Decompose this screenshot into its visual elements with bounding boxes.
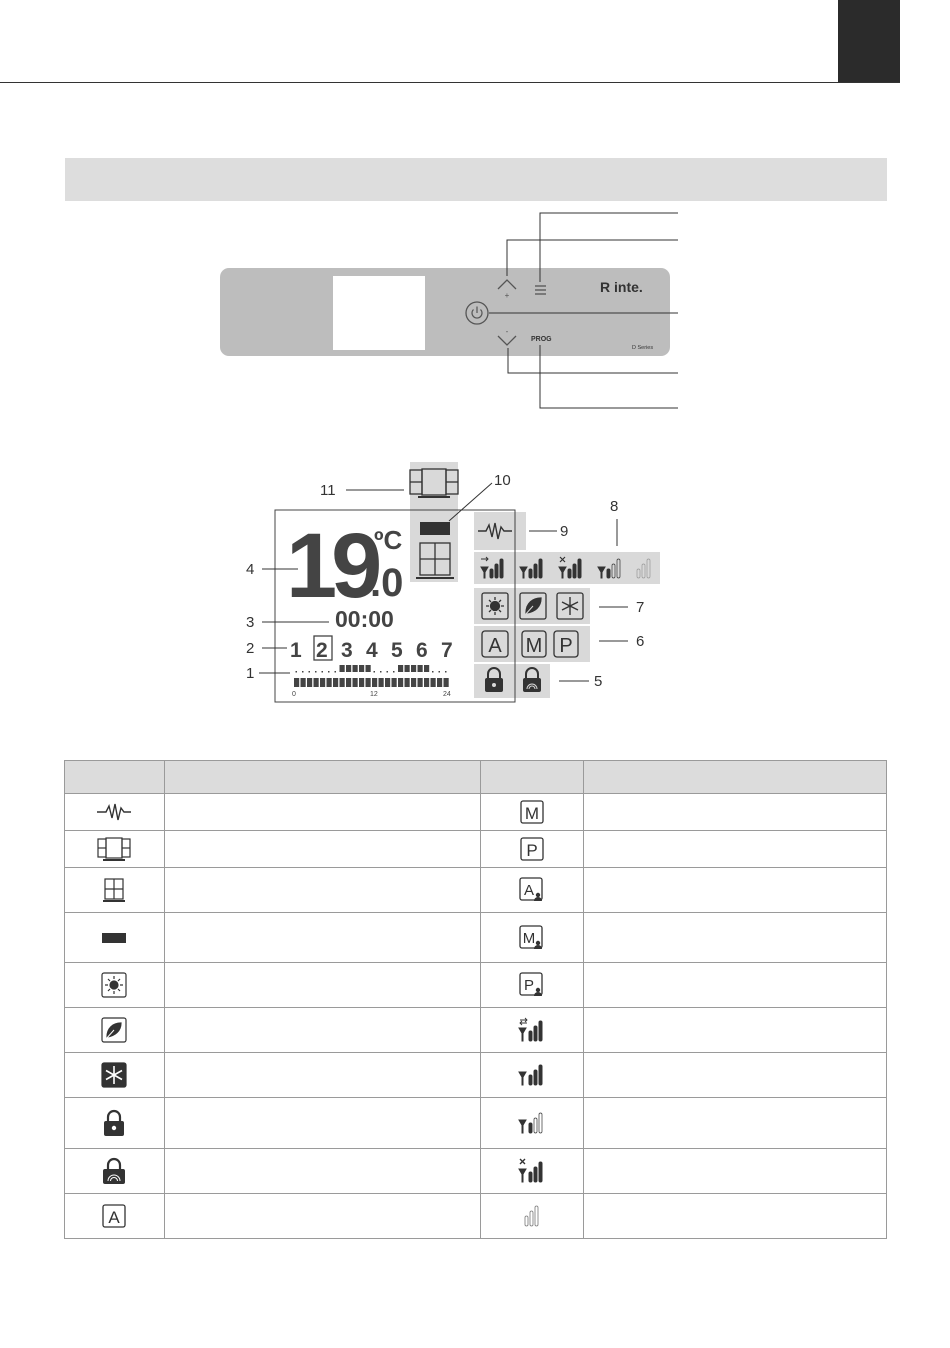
table-cell	[164, 1149, 481, 1194]
callout-11: 11	[320, 482, 336, 499]
timeline-comfort-block	[366, 665, 371, 672]
timeline-block	[340, 678, 345, 687]
timeline-block	[346, 678, 351, 687]
timeline-dot	[387, 671, 389, 673]
timeline-block	[444, 678, 449, 687]
timeline-dot	[302, 671, 304, 673]
temperature-value: 19	[286, 515, 377, 617]
program-user-icon	[481, 963, 584, 1008]
table-cell	[164, 1053, 481, 1098]
timeline-block	[385, 678, 390, 687]
table-cell	[584, 794, 887, 831]
timeline-block	[314, 678, 319, 687]
table-header-row	[65, 761, 887, 794]
prog-button[interactable]: PROG	[531, 336, 552, 343]
signal-full-icon	[481, 1053, 584, 1098]
table-header-cell	[164, 761, 481, 794]
timeline-block	[405, 678, 410, 687]
table-cell	[584, 1194, 887, 1239]
table-row	[65, 794, 887, 831]
callout-9: 9	[560, 523, 569, 540]
scale-0: 0	[292, 691, 296, 698]
timeline-block	[359, 678, 364, 687]
scale-12: 12	[370, 691, 378, 698]
timeline-block	[301, 678, 306, 687]
table-row	[65, 1149, 887, 1194]
timeline-dot	[315, 671, 317, 673]
brand-logo: R inte.	[600, 279, 643, 295]
dark-bar-icon	[65, 913, 165, 963]
callout-5: 5	[594, 673, 603, 690]
program-mode-icon	[481, 831, 584, 868]
table-row	[65, 831, 887, 868]
day-3: 3	[341, 639, 353, 662]
program-timeline	[294, 665, 449, 687]
table-row	[65, 1053, 887, 1098]
timeline-dot	[393, 671, 395, 673]
table-row	[65, 1008, 887, 1053]
table-cell	[584, 868, 887, 913]
table-header-cell	[481, 761, 584, 794]
callout-3: 3	[246, 614, 255, 631]
table-header-cell	[584, 761, 887, 794]
day-1: 1	[290, 639, 302, 662]
temperature-decimal: .0	[370, 561, 404, 605]
timeline-block	[411, 678, 416, 687]
timeline-dot	[432, 671, 434, 673]
table-row	[65, 963, 887, 1008]
table-cell	[584, 831, 887, 868]
timeline-block	[431, 678, 436, 687]
timeline-dot	[309, 671, 311, 673]
temperature-unit: ºC	[374, 525, 403, 555]
timeline-dot	[439, 671, 441, 673]
scale-24: 24	[443, 691, 451, 698]
day-7: 7	[441, 639, 453, 662]
day-6: 6	[416, 639, 428, 662]
manual-letter: M	[523, 929, 536, 947]
table-cell	[584, 1008, 887, 1053]
table-cell	[164, 794, 481, 831]
callout-7: 7	[636, 599, 645, 616]
open-window-icon	[65, 831, 165, 868]
timeline-dot	[296, 671, 298, 673]
signal-sync-icon	[481, 1008, 584, 1053]
manual-mode-icon	[481, 794, 584, 831]
table-cell	[164, 1194, 481, 1239]
program-letter: P	[526, 841, 539, 860]
table-cell	[584, 1098, 887, 1149]
table-cell	[164, 868, 481, 913]
timeline-block	[320, 678, 325, 687]
timeline-comfort-block	[340, 665, 345, 672]
timeline-dot	[328, 671, 330, 673]
lock-icon	[65, 1098, 165, 1149]
table-row	[65, 1098, 887, 1149]
timeline-block	[333, 678, 338, 687]
day-5: 5	[391, 639, 403, 662]
timeline-comfort-block	[405, 665, 410, 672]
snowflake-icon	[65, 1053, 165, 1098]
timeline-block	[424, 678, 429, 687]
day-4: 4	[366, 639, 378, 662]
callout-4: 4	[246, 561, 255, 578]
table-cell	[584, 1053, 887, 1098]
signal-empty-icon	[481, 1194, 584, 1239]
manual-user-icon	[481, 913, 584, 963]
timeline-dot	[445, 671, 447, 673]
manual-letter: M	[525, 804, 540, 823]
lock-signal-icon	[65, 1149, 165, 1194]
table-row	[65, 868, 887, 913]
table-row	[65, 913, 887, 963]
table-cell	[164, 913, 481, 963]
timeline-dot	[335, 671, 337, 673]
table-header-cell	[65, 761, 165, 794]
auto-letter: A	[108, 1208, 121, 1227]
icon-legend-table	[64, 760, 887, 1239]
program-letter: P	[559, 635, 573, 657]
timeline-block	[437, 678, 442, 687]
callout-6: 6	[636, 633, 645, 650]
table-cell	[584, 963, 887, 1008]
plus-sign: +	[504, 291, 510, 300]
timeline-dot	[380, 671, 382, 673]
closed-window-icon	[65, 868, 165, 913]
timeline-comfort-block	[418, 665, 423, 672]
table-cell	[164, 831, 481, 868]
auto-letter: A	[524, 882, 535, 899]
timeline-block	[398, 678, 403, 687]
program-letter: P	[524, 977, 535, 994]
callout-10: 10	[494, 472, 511, 489]
table-cell	[584, 1149, 887, 1194]
clock-time: 00:00	[335, 606, 394, 632]
auto-letter: A	[488, 635, 502, 657]
table-cell	[164, 963, 481, 1008]
timeline-comfort-block	[411, 665, 416, 672]
timeline-comfort-block	[353, 665, 358, 672]
auto-mode-icon	[65, 1194, 165, 1239]
timeline-block	[372, 678, 377, 687]
timeline-dot	[374, 671, 376, 673]
timeline-block	[353, 678, 358, 687]
timeline-dot	[322, 671, 324, 673]
sun-comfort-icon	[65, 963, 165, 1008]
timeline-comfort-block	[346, 665, 351, 672]
weekday-row	[290, 636, 453, 662]
table-cell	[584, 913, 887, 963]
table-cell	[164, 1008, 481, 1053]
manual-letter: M	[525, 635, 543, 657]
dark-bar-icon	[420, 522, 450, 535]
timeline-block	[294, 678, 299, 687]
callout-1: 1	[246, 665, 255, 682]
table-row	[65, 1194, 887, 1239]
leaf-eco-icon	[65, 1008, 165, 1053]
timeline-scale	[292, 691, 451, 698]
timeline-block	[366, 678, 371, 687]
table-cell	[164, 1098, 481, 1149]
timeline-comfort-block	[424, 665, 429, 672]
timeline-comfort-block	[398, 665, 403, 672]
signal-cross-icon	[481, 1149, 584, 1194]
minus-sign: -	[505, 327, 509, 336]
timeline-block	[418, 678, 423, 687]
timeline-comfort-block	[359, 665, 364, 672]
signal-weak-icon	[481, 1098, 584, 1149]
callout-2: 2	[246, 640, 255, 657]
timeline-block	[307, 678, 312, 687]
timeline-block	[392, 678, 397, 687]
timeline-block	[327, 678, 332, 687]
callout-8: 8	[610, 498, 619, 515]
series-label: D Series	[632, 345, 654, 351]
day-2: 2	[316, 639, 328, 662]
resistance-icon	[65, 794, 165, 831]
timeline-block	[379, 678, 384, 687]
auto-user-icon	[481, 868, 584, 913]
